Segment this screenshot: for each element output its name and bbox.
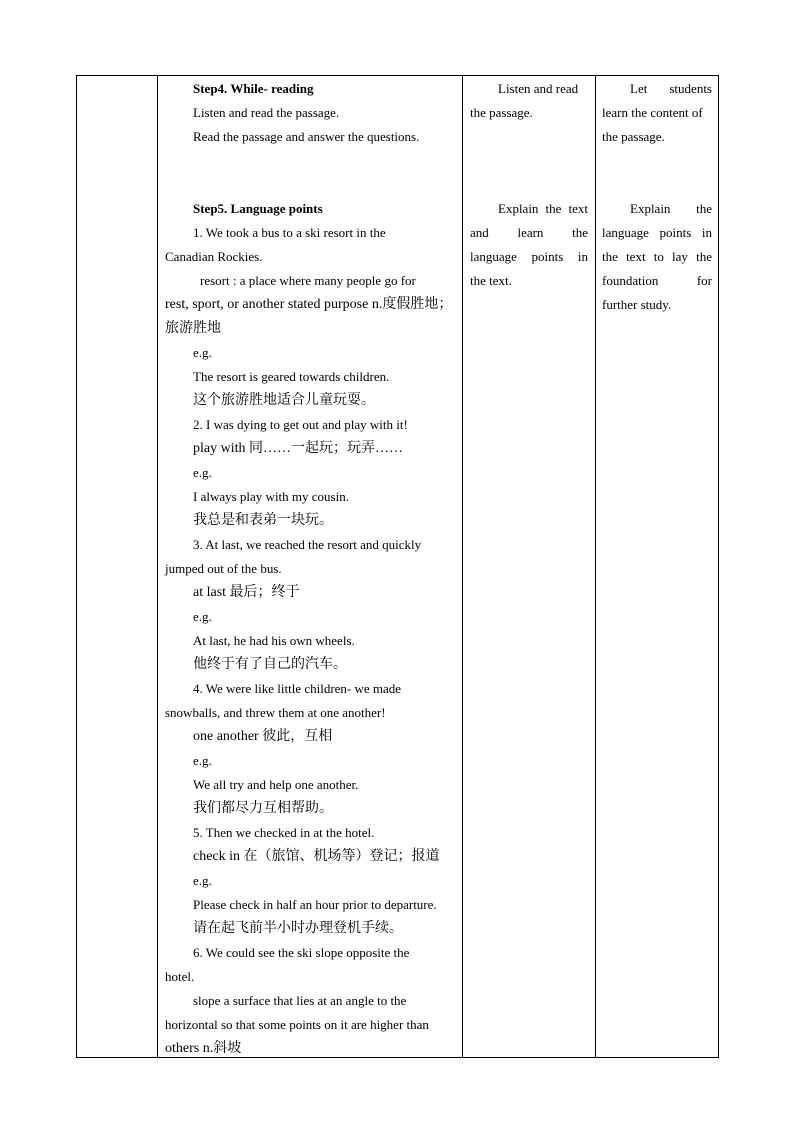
purpose-column	[596, 76, 719, 1058]
step5-line: I always play with my cousin.	[193, 489, 349, 504]
step5-line: The resort is geared towards children.	[193, 369, 390, 384]
step5-line: hotel.	[165, 969, 195, 984]
step5-line: resort : a place where many people go for	[200, 273, 416, 288]
purpose-line: the text to lay the	[602, 249, 712, 264]
step5-line: e.g.	[193, 465, 212, 480]
step5-line: Canadian Rockies.	[165, 249, 263, 264]
step5-line: 4. We were like little children- we made	[193, 681, 402, 696]
step5-line: 6. We could see the ski slope opposite the	[193, 945, 410, 960]
step5-line: We all try and help one another.	[193, 777, 359, 792]
purpose-line: language points in	[602, 225, 712, 240]
step5-line: check in 在（旅馆、机场等）登记；报道	[193, 849, 440, 864]
step5-line: e.g.	[193, 345, 212, 360]
step5-line: e.g.	[193, 753, 212, 768]
lesson-table	[76, 75, 719, 1058]
step5-line: others n.斜坡	[165, 1041, 242, 1056]
student-activity-line: the passage.	[470, 105, 533, 120]
purpose-line: learn the content of	[602, 105, 703, 120]
step5-line: snowballs, and threw them at one another!	[165, 705, 386, 720]
student-activity-column	[463, 76, 596, 1058]
student-activity-line: Listen and read	[498, 81, 579, 96]
step5-line: 我总是和表弟一块玩。	[193, 513, 333, 528]
step5-line: 5. Then we checked in at the hotel.	[193, 825, 375, 840]
teacher-activity-column	[158, 76, 463, 1058]
step5-line: e.g.	[193, 873, 212, 888]
step5-title: Step5. Language points	[193, 201, 323, 216]
step5-line: 我们都尽力互相帮助。	[193, 801, 333, 816]
step4-line: Listen and read the passage.	[193, 105, 340, 120]
table-row	[77, 76, 719, 1058]
step5-line: play with 同……一起玩；玩弄……	[193, 441, 403, 456]
step4-title: Step4. While- reading	[193, 81, 314, 96]
step5-line: slope a surface that lies at an angle to the	[193, 993, 407, 1008]
step5-line: at last 最后；终于	[193, 585, 300, 600]
step5-line: 旅游胜地	[165, 321, 221, 336]
student-activity-line: Explain the text	[498, 201, 588, 216]
stage-column	[77, 76, 158, 1058]
purpose-line: the passage.	[602, 129, 665, 144]
step5-line: rest, sport, or another stated purpose n.度假胜地；	[165, 297, 453, 312]
student-activity-line: and learn the	[470, 225, 588, 240]
step5-line: jumped out of the bus.	[165, 561, 282, 576]
purpose-line: foundation for	[602, 273, 712, 288]
purpose-line: Explain the	[630, 201, 712, 216]
step5-line: At last, he had his own wheels.	[193, 633, 355, 648]
student-activity-line: language points in	[470, 249, 588, 264]
step5-line: 他终于有了自己的汽车。	[193, 657, 347, 672]
step5-line: 2. I was dying to get out and play with it!	[193, 417, 408, 432]
step4-line: Read the passage and answer the questions.	[193, 129, 420, 144]
step5-line: 1. We took a bus to a ski resort in the	[193, 225, 386, 240]
purpose-line: further study.	[602, 297, 672, 312]
purpose-line: Let students	[630, 81, 712, 96]
step5-line: 3. At last, we reached the resort and quickly	[193, 537, 422, 552]
step5-line: 这个旅游胜地适合儿童玩耍。	[193, 393, 375, 408]
step5-line: e.g.	[193, 609, 212, 624]
step5-line: horizontal so that some points on it are higher than	[165, 1017, 429, 1032]
step5-line: one another 彼此，互相	[193, 729, 333, 744]
step5-line: Please check in half an hour prior to departure.	[193, 897, 437, 912]
student-activity-line: the text.	[470, 273, 512, 288]
step5-line: 请在起飞前半小时办理登机手续。	[193, 921, 403, 936]
